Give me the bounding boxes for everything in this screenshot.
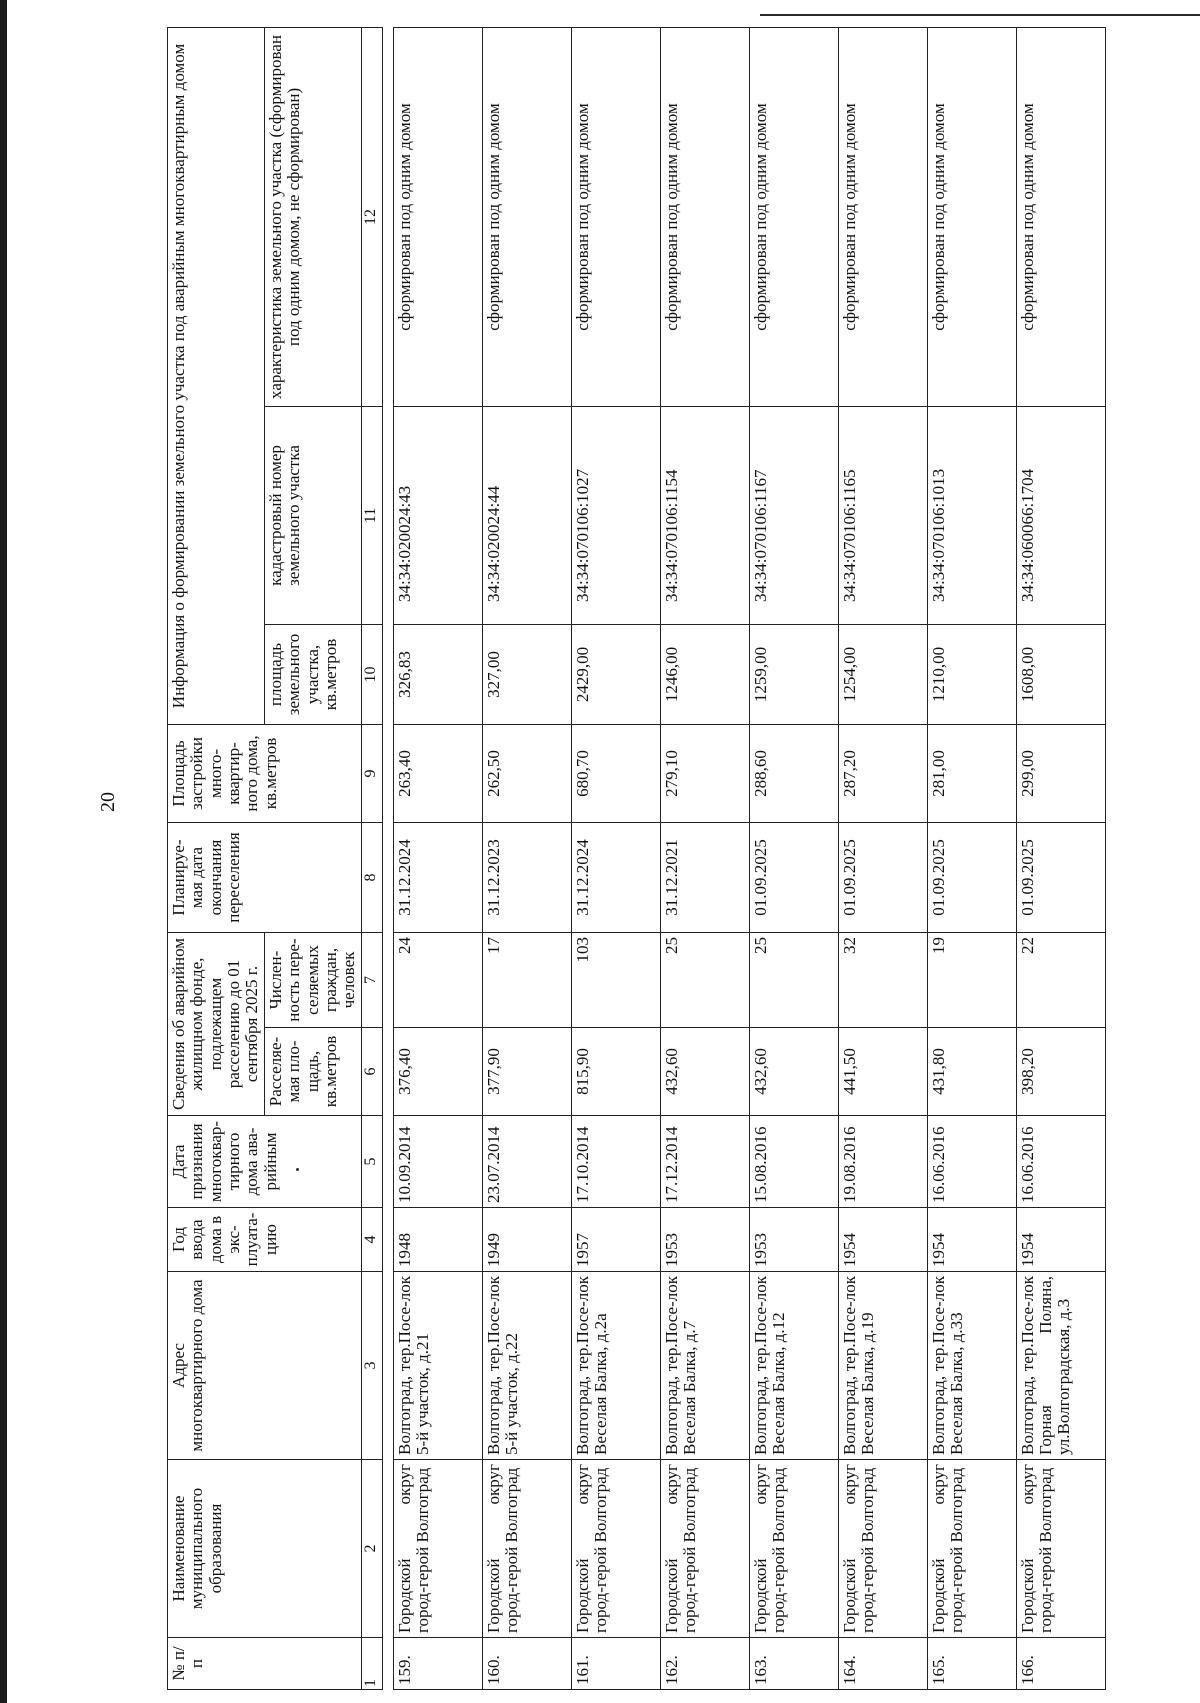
row-number: 164. bbox=[838, 1638, 927, 1690]
municipality-cell: Городской округ город-герой Волгоград bbox=[749, 1460, 838, 1638]
resettled-area-cell: 432,60 bbox=[660, 1028, 749, 1116]
table-row bbox=[482, 27, 571, 1689]
planned-date-cell: 31.12.2021 bbox=[660, 823, 749, 933]
resettled-people-cell: 19 bbox=[927, 933, 1016, 1028]
column-number: 10 bbox=[361, 625, 382, 725]
recognition-date-cell: 17.10.2014 bbox=[571, 1116, 660, 1208]
building-area-cell: 287,20 bbox=[838, 725, 927, 823]
building-area-cell: 288,60 bbox=[749, 725, 838, 823]
column-number: 11 bbox=[361, 407, 382, 625]
building-area-cell: 263,40 bbox=[393, 725, 482, 823]
column-number: 1 bbox=[361, 1638, 382, 1690]
municipality-cell: Городской округ город-герой Волгоград bbox=[660, 1460, 749, 1638]
year-cell: 1949 bbox=[482, 1208, 571, 1272]
resettled-people-cell: 32 bbox=[838, 933, 927, 1028]
resettled-area-cell: 431,80 bbox=[927, 1028, 1016, 1116]
cadastral-number-cell: 34:34:070106:1167 bbox=[749, 407, 838, 625]
page-number: 20 bbox=[97, 792, 119, 812]
year-cell: 1954 bbox=[838, 1208, 927, 1272]
year-cell: 1948 bbox=[393, 1208, 482, 1272]
land-area-cell: 1259,00 bbox=[749, 625, 838, 725]
address-cell: Волгоград, тер.Посе-лок Веселая Балка, д.12 bbox=[749, 1272, 838, 1460]
planned-date-cell: 01.09.2025 bbox=[838, 823, 927, 933]
resettled-people-cell: 17 bbox=[482, 933, 571, 1028]
land-characteristic-cell: сформирован под одним домом bbox=[749, 27, 838, 406]
row-number: 162. bbox=[660, 1638, 749, 1690]
resettled-area-cell: 376,40 bbox=[393, 1028, 482, 1116]
resettled-people-cell: 22 bbox=[1016, 933, 1105, 1028]
recognition-date-cell: 19.08.2016 bbox=[838, 1116, 927, 1208]
column-number: 9 bbox=[361, 725, 382, 823]
land-characteristic-cell: сформирован под одним домом bbox=[838, 27, 927, 406]
land-area-cell: 326,83 bbox=[393, 625, 482, 725]
header-col10: площадь земельного участка, кв.метров bbox=[264, 625, 361, 725]
emergency-housing-table bbox=[167, 27, 1106, 1690]
cadastral-number-cell: 34:34:070106:1154 bbox=[660, 407, 749, 625]
table-row bbox=[660, 27, 749, 1689]
cadastral-number-cell: 34:34:020024:44 bbox=[482, 407, 571, 625]
column-number: 12 bbox=[361, 27, 382, 406]
municipality-cell: Городской округ город-герой Волгоград bbox=[482, 1460, 571, 1638]
column-number: 4 bbox=[361, 1208, 382, 1272]
address-cell: Волгоград, тер.Посе-лок Веселая Балка, д.2а bbox=[571, 1272, 660, 1460]
header-row-1 bbox=[168, 27, 265, 1689]
cadastral-number-cell: 34:34:020024:43 bbox=[393, 407, 482, 625]
land-characteristic-cell: сформирован под одним домом bbox=[571, 27, 660, 406]
building-area-cell: 281,00 bbox=[927, 725, 1016, 823]
row-number: 165. bbox=[927, 1638, 1016, 1690]
resettled-people-cell: 103 bbox=[571, 933, 660, 1028]
header-col7: Числен-ность пере-селяемых граждан, человек bbox=[264, 933, 361, 1028]
scan-top-line bbox=[760, 14, 1200, 16]
row-number: 161. bbox=[571, 1638, 660, 1690]
column-number: 7 bbox=[361, 933, 382, 1028]
header-col5: Дата признания многоквар-тирного дома ава-рийным bbox=[168, 1116, 362, 1208]
land-characteristic-cell: сформирован под одним домом bbox=[927, 27, 1016, 406]
scan-edge-bar bbox=[0, 0, 7, 1703]
table-row bbox=[393, 27, 482, 1689]
row-number: 159. bbox=[393, 1638, 482, 1690]
table-row bbox=[838, 27, 927, 1689]
resettled-area-cell: 432,60 bbox=[749, 1028, 838, 1116]
row-number: 166. bbox=[1016, 1638, 1105, 1690]
planned-date-cell: 31.12.2024 bbox=[571, 823, 660, 933]
resettled-area-cell: 815,90 bbox=[571, 1028, 660, 1116]
building-area-cell: 299,00 bbox=[1016, 725, 1105, 823]
column-number: 5 bbox=[361, 1116, 382, 1208]
header-col4: Год ввода дома в экс-плуата-цию bbox=[168, 1208, 362, 1272]
column-number: 3 bbox=[361, 1272, 382, 1460]
column-number: 8 bbox=[361, 823, 382, 933]
land-characteristic-cell: сформирован под одним домом bbox=[660, 27, 749, 406]
year-cell: 1954 bbox=[927, 1208, 1016, 1272]
building-area-cell: 680,70 bbox=[571, 725, 660, 823]
table-row bbox=[571, 27, 660, 1689]
header-col3: Адрес многоквартирного дома bbox=[168, 1272, 362, 1460]
land-area-cell: 1608,00 bbox=[1016, 625, 1105, 725]
land-characteristic-cell: сформирован под одним домом bbox=[1016, 27, 1105, 406]
cadastral-number-cell: 34:34:070106:1165 bbox=[838, 407, 927, 625]
header-col12: характеристика земельного участка (сформирован под одним домом, не сформирован) bbox=[264, 27, 361, 406]
rotated-table-container bbox=[167, 28, 1074, 1690]
planned-date-cell: 01.09.2025 bbox=[1016, 823, 1105, 933]
planned-date-cell: 31.12.2024 bbox=[393, 823, 482, 933]
resettled-people-cell: 25 bbox=[660, 933, 749, 1028]
resettled-people-cell: 25 bbox=[749, 933, 838, 1028]
header-col11: кадастровый номер земельного участка bbox=[264, 407, 361, 625]
land-area-cell: 1254,00 bbox=[838, 625, 927, 725]
resettled-area-cell: 377,90 bbox=[482, 1028, 571, 1116]
address-cell: Волгоград, тер.Посе-лок Веселая Балка, д.7 bbox=[660, 1272, 749, 1460]
header-body-gap bbox=[382, 27, 393, 1689]
building-area-cell: 262,50 bbox=[482, 725, 571, 823]
header-col6: Расселяе-мая пло-щадь, кв.метров bbox=[264, 1028, 361, 1116]
land-characteristic-cell: сформирован под одним домом bbox=[393, 27, 482, 406]
cadastral-number-cell: 34:34:060066:1704 bbox=[1016, 407, 1105, 625]
address-cell: Волгоград, тер.Посе-лок Горная Поляна, ул.Волгоградская, д.3 bbox=[1016, 1272, 1105, 1460]
recognition-date-cell: 16.06.2016 bbox=[1016, 1116, 1105, 1208]
recognition-date-cell: 15.08.2016 bbox=[749, 1116, 838, 1208]
land-area-cell: 2429,00 bbox=[571, 625, 660, 725]
land-area-cell: 1210,00 bbox=[927, 625, 1016, 725]
resettled-people-cell: 24 bbox=[393, 933, 482, 1028]
planned-date-cell: 31.12.2023 bbox=[482, 823, 571, 933]
resettled-area-cell: 441,50 bbox=[838, 1028, 927, 1116]
row-number: 160. bbox=[482, 1638, 571, 1690]
land-characteristic-cell: сформирован под одним домом bbox=[482, 27, 571, 406]
year-cell: 1957 bbox=[571, 1208, 660, 1272]
planned-date-cell: 01.09.2025 bbox=[927, 823, 1016, 933]
recognition-date-cell: 16.06.2016 bbox=[927, 1116, 1016, 1208]
year-cell: 1953 bbox=[749, 1208, 838, 1272]
cadastral-number-cell: 34:34:070106:1013 bbox=[927, 407, 1016, 625]
row-number: 163. bbox=[749, 1638, 838, 1690]
table-row bbox=[1016, 27, 1105, 1689]
address-cell: Волгоград, тер.Посе-лок 5-й участок, д.22 bbox=[482, 1272, 571, 1460]
recognition-date-cell: 10.09.2014 bbox=[393, 1116, 482, 1208]
cadastral-number-cell: 34:34:070106:1027 bbox=[571, 407, 660, 625]
recognition-date-cell: 17.12.2014 bbox=[660, 1116, 749, 1208]
recognition-date-cell: 23.07.2014 bbox=[482, 1116, 571, 1208]
address-cell: Волгоград, тер.Посе-лок Веселая Балка, д.19 bbox=[838, 1272, 927, 1460]
municipality-cell: Городской округ город-герой Волгоград bbox=[838, 1460, 927, 1638]
table-body bbox=[382, 27, 1105, 1689]
land-area-cell: 327,00 bbox=[482, 625, 571, 725]
column-number: 6 bbox=[361, 1028, 382, 1116]
header-col8: Планируе-мая дата окончания переселения bbox=[168, 823, 362, 933]
column-number: 2 bbox=[361, 1460, 382, 1638]
planned-date-cell: 01.09.2025 bbox=[749, 823, 838, 933]
header-col9: Площадь застройки много-квартир-ного дома, кв.метров bbox=[168, 725, 362, 823]
address-cell: Волгоград, тер.Посе-лок Веселая Балка, д.33 bbox=[927, 1272, 1016, 1460]
municipality-cell: Городской округ город-герой Волгоград bbox=[927, 1460, 1016, 1638]
header-group-6-7: Сведения об аварийном жилищном фонде, подлежащем расселению до 01 сентября 2025 г. bbox=[168, 933, 265, 1116]
year-cell: 1953 bbox=[660, 1208, 749, 1272]
header-group-10-12: Информация о формировании земельного участка под аварийным многоквартирным домом bbox=[168, 27, 265, 724]
municipality-cell: Городской округ город-герой Волгоград bbox=[571, 1460, 660, 1638]
gap-cell bbox=[382, 27, 393, 1689]
resettled-area-cell: 398,20 bbox=[1016, 1028, 1105, 1116]
building-area-cell: 279,10 bbox=[660, 725, 749, 823]
year-cell: 1954 bbox=[1016, 1208, 1105, 1272]
header-col2: Наименование муниципального образования bbox=[168, 1460, 362, 1638]
column-number-row bbox=[361, 27, 382, 1689]
table-row bbox=[749, 27, 838, 1689]
table-row bbox=[927, 27, 1016, 1689]
municipality-cell: Городской округ город-герой Волгоград bbox=[393, 1460, 482, 1638]
municipality-cell: Городской округ город-герой Волгоград bbox=[1016, 1460, 1105, 1638]
land-area-cell: 1246,00 bbox=[660, 625, 749, 725]
address-cell: Волгоград, тер.Посе-лок 5-й участок, д.21 bbox=[393, 1272, 482, 1460]
header-col1: № п/п bbox=[168, 1638, 362, 1690]
